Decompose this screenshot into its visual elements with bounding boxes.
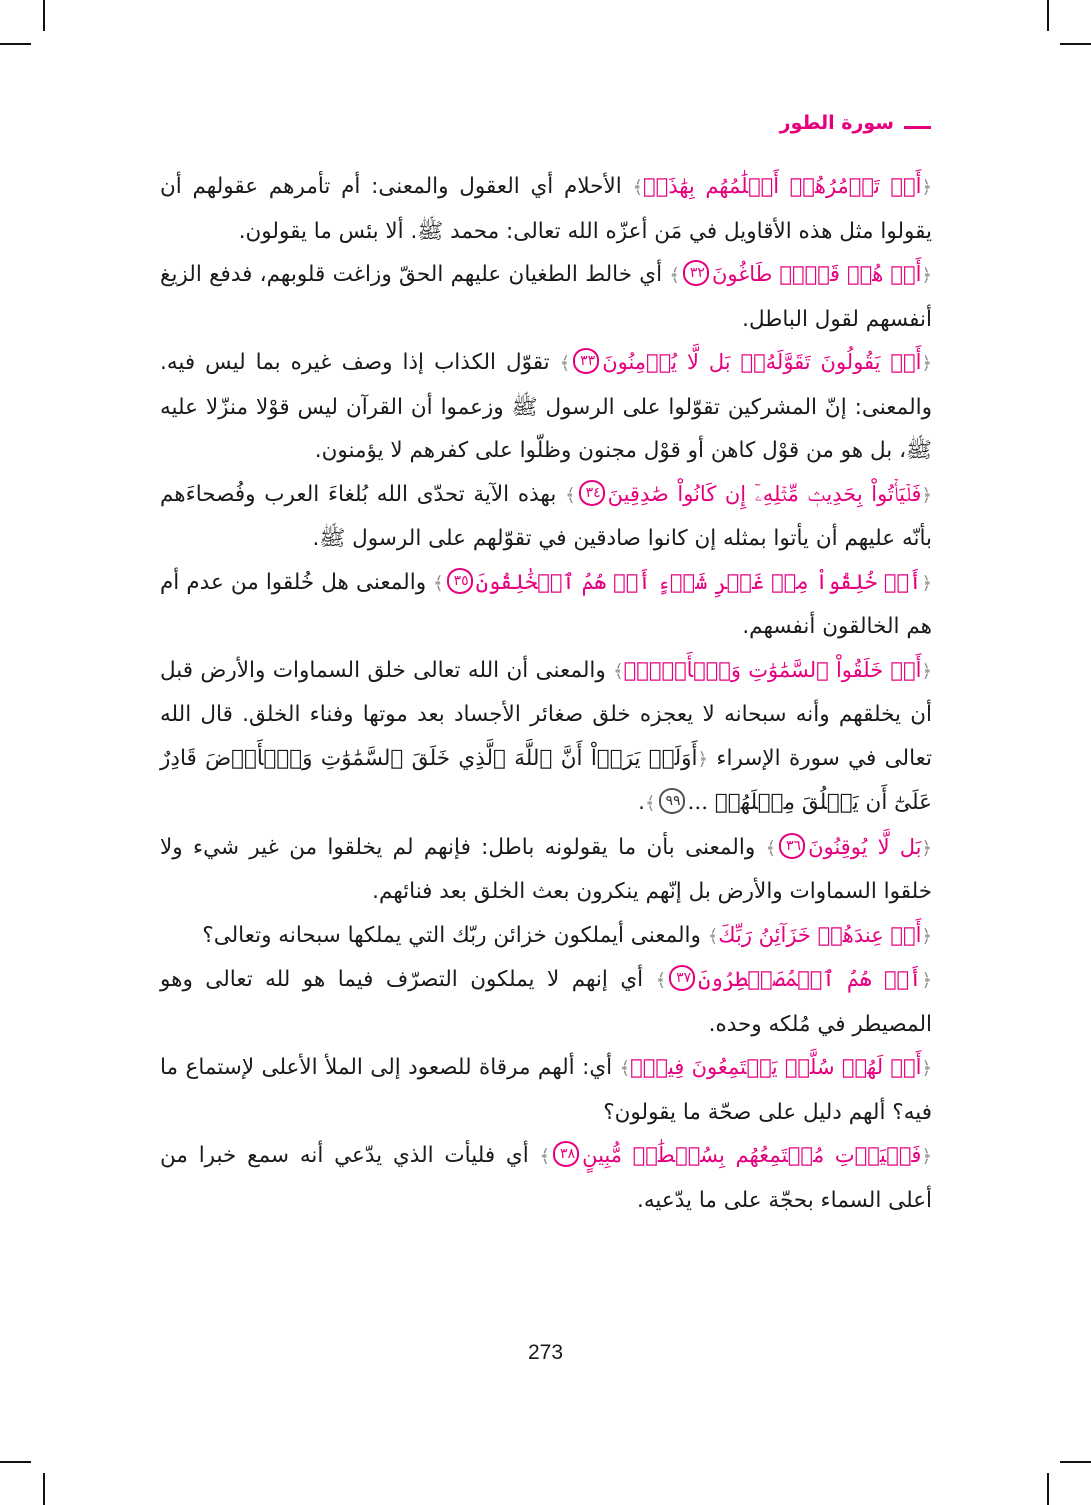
commentary-text: والمعنى هل خُلقوا من عدم أم هم الخالقون أنفسهم. <box>160 569 932 639</box>
crop-mark-top-left-horizontal <box>0 43 31 45</box>
commentary-paragraph <box>160 1134 932 1222</box>
ornate-bracket-close: ﴾ <box>613 660 624 682</box>
ornate-bracket-open: ﴿ <box>921 925 932 947</box>
running-head-rule <box>904 126 931 129</box>
commentary-text: أي إنهم لا يملكون التصرّف فيما هو لله تعالى وهو المصيطر في مُلكه وحده. <box>160 967 932 1037</box>
commentary-paragraph <box>160 341 932 473</box>
ornate-bracket-open: ﴿ <box>921 970 932 991</box>
ornate-bracket-close: ﴾ <box>539 1146 551 1167</box>
commentary-text: تقوّل الكذاب إذا وصف غيره بما ليس فيه. والمعنى: إنّ المشركين تقوّلوا على الرسول ﷺ وزعموا أن القرآن ليس قوْلا منزّلا عليه ﷺ، بل هو من قوْل كاهن أو قوْل مجنون وظلّوا على كفرهم لا يؤمنون. <box>160 350 932 463</box>
commentary-paragraph <box>160 473 932 561</box>
commentary-text: أي: ألهم مرقاة للصعود إلى الملأ الأعلى لإستماع ما فيه؟ ألهم دليل على صحّة ما يقولون؟ <box>160 1055 932 1125</box>
crop-mark-top-left-vertical <box>43 0 45 31</box>
ornate-bracket-open: ﴿ <box>921 572 932 594</box>
ayah-number-marker: ٩٩ <box>659 788 685 814</box>
commentary-paragraph <box>160 958 932 1046</box>
ornate-bracket-open: ﴿ <box>921 177 933 198</box>
ornate-bracket-open: ﴿ <box>697 748 709 770</box>
ornate-bracket-open: ﴿ <box>921 265 932 286</box>
ornate-bracket-close: ﴾ <box>565 484 576 506</box>
running-head <box>780 112 931 134</box>
commentary-text: والمعنى أن الله تعالى خلق السماوات والأرض قبل أن يخلقهم وأنه سبحانه لا يعجزه خلق صغائر الأجساد بعد موتها وفناء الخلق. قال الله تعالى في سورة الإسراء <box>160 657 933 771</box>
ornate-bracket-open: ﴿ <box>921 837 932 859</box>
ornate-bracket-open: ﴿ <box>921 660 932 682</box>
ornate-bracket-close: ﴾ <box>433 572 444 594</box>
commentary-text: الأحلام أي العقول والمعنى: أم تأمرهم عقولهم أن يقولوا مثل هذه الأقاويل في مَن أعزّه الله تعالى: محمد ﷺ. ألا بئس ما يقولون. <box>160 174 932 244</box>
ornate-bracket-close: ﴾ <box>765 837 777 859</box>
commentary-paragraph <box>160 1046 932 1134</box>
commentary-paragraph <box>160 253 932 341</box>
quoted-verse-isra: أَوَلَمۡ يَرَوۡاْ أَنَّ ٱللَّهَ ٱلَّذِي خَلَقَ ٱلسَّمَٰوَٰتِ وَٱلۡأَرۡضَ قَادِرٌ عَلَىٰٓ أَن يَخۡلُقَ مِثۡلَهُمۡ ... <box>160 745 932 815</box>
ayah-number-marker: ٣٦ <box>779 833 805 859</box>
commentary-text: أي فليأت الذي يدّعي أنه سمع خبرا من أعلى السماء بحجّة على ما يدّعيه. <box>160 1143 932 1213</box>
quran-verse: أَمۡ عِندَهُمۡ خَزَآئِنُ رَبِّكَ <box>718 922 922 947</box>
sentence-end: . <box>638 790 645 815</box>
ayah-number-marker: ٣٨ <box>553 1141 579 1167</box>
ayah-number-marker: ٣٧ <box>669 965 695 991</box>
ornate-bracket-close: ﴾ <box>644 793 656 814</box>
quran-verse: أَمۡ خُلِقُواْ مِنۡ غَيۡرِ شَيۡءٍ أَمۡ هُمُ ٱلۡخَٰلِقُونَ <box>475 569 922 594</box>
quran-verse: أَمۡ لَهُمۡ سُلَّمٞ يَسۡتَمِعُونَ فِيهِۖ <box>630 1055 922 1079</box>
quran-verse: أَمۡ هُمُ ٱلۡمُصَيۡطِرُونَ <box>698 967 922 991</box>
ornate-bracket-close: ﴾ <box>619 1058 631 1079</box>
quran-verse: فَلۡيَأۡتُواْ بِحَدِيثٖ مِّثۡلِهِۦٓ إِن كَانُواْ صَٰدِقِينَ <box>607 481 922 506</box>
commentary-paragraph <box>160 826 932 914</box>
ornate-bracket-close: ﴾ <box>707 925 719 947</box>
ornate-bracket-close: ﴾ <box>669 265 680 286</box>
commentary-paragraph <box>160 649 932 826</box>
crop-mark-bottom-left-vertical <box>43 1473 45 1505</box>
quran-verse: فَلۡيَأۡتِ مُسۡتَمِعُهُم بِسُلۡطَٰنٖ مُّبِينٍ <box>582 1143 922 1167</box>
crop-mark-bottom-right-horizontal <box>1060 1461 1091 1463</box>
quran-verse: أَمۡ تَأۡمُرُهُمۡ أَحۡلَٰمُهُم بِهَٰذَآۚ <box>642 174 922 198</box>
page-number: 273 <box>527 1341 564 1364</box>
crop-mark-bottom-right-vertical <box>1047 1473 1049 1505</box>
ornate-bracket-open: ﴿ <box>921 1146 933 1167</box>
ornate-bracket-close: ﴾ <box>632 177 643 198</box>
commentary-text: أي خالط الطغيان عليهم الحقّ وزاغت قلوبهم، فدفع الزيغ أنفسهم لقول الباطل. <box>160 262 932 332</box>
quran-verse: أَمۡ يَقُولُونَ تَقَوَّلَهُۥۚ بَل لَّا يُؤۡمِنُونَ <box>602 350 922 374</box>
commentary-paragraph <box>160 165 932 253</box>
commentary-paragraph <box>160 561 932 649</box>
ornate-bracket-close: ﴾ <box>655 970 667 991</box>
surah-title: سورة الطور <box>779 112 894 134</box>
crop-mark-bottom-left-horizontal <box>0 1461 31 1463</box>
crop-mark-top-right-horizontal <box>1060 43 1091 45</box>
commentary-text: والمعنى بأن ما يقولونه باطل: فإنهم لم يخلقوا من غير شيء ولا خلقوا السماوات والأرض بل إنّهم ينكرون بعث الخلق بعد فنائهم. <box>160 834 932 904</box>
commentary-text: والمعنى أيملكون خزائن ربّك التي يملكها سبحانه وتعالى؟ <box>202 922 701 948</box>
ayah-number-marker: ٣٥ <box>447 568 473 594</box>
quran-verse: أَمۡ خَلَقُواْ ٱلسَّمَٰوَٰتِ وَٱلۡأَرۡضَۚ <box>623 657 922 682</box>
quran-verse: أَمۡ هُمۡ قَوۡمٞ طَاغُونَ <box>711 262 922 286</box>
ornate-bracket-close: ﴾ <box>559 353 571 374</box>
ayah-number-marker: ٣٤ <box>579 480 605 506</box>
commentary-body <box>160 165 932 1222</box>
commentary-text: بهذه الآية تحدّى الله بُلغاءَ العرب وفُصحاءَهم بأنّه عليهم أن يأتوا بمثله إن كانوا صادقين في تقوّلهم على الرسول ﷺ. <box>160 481 932 551</box>
ayah-number-marker: ٣٢ <box>683 260 709 286</box>
ornate-bracket-open: ﴿ <box>921 353 932 374</box>
ornate-bracket-open: ﴿ <box>921 484 932 506</box>
quran-verse: بَل لَّا يُوقِنُونَ <box>808 834 922 859</box>
ayah-number-marker: ٣٣ <box>573 348 599 374</box>
commentary-paragraph <box>160 914 932 959</box>
ornate-bracket-open: ﴿ <box>921 1058 932 1079</box>
crop-mark-top-right-vertical <box>1047 0 1049 31</box>
